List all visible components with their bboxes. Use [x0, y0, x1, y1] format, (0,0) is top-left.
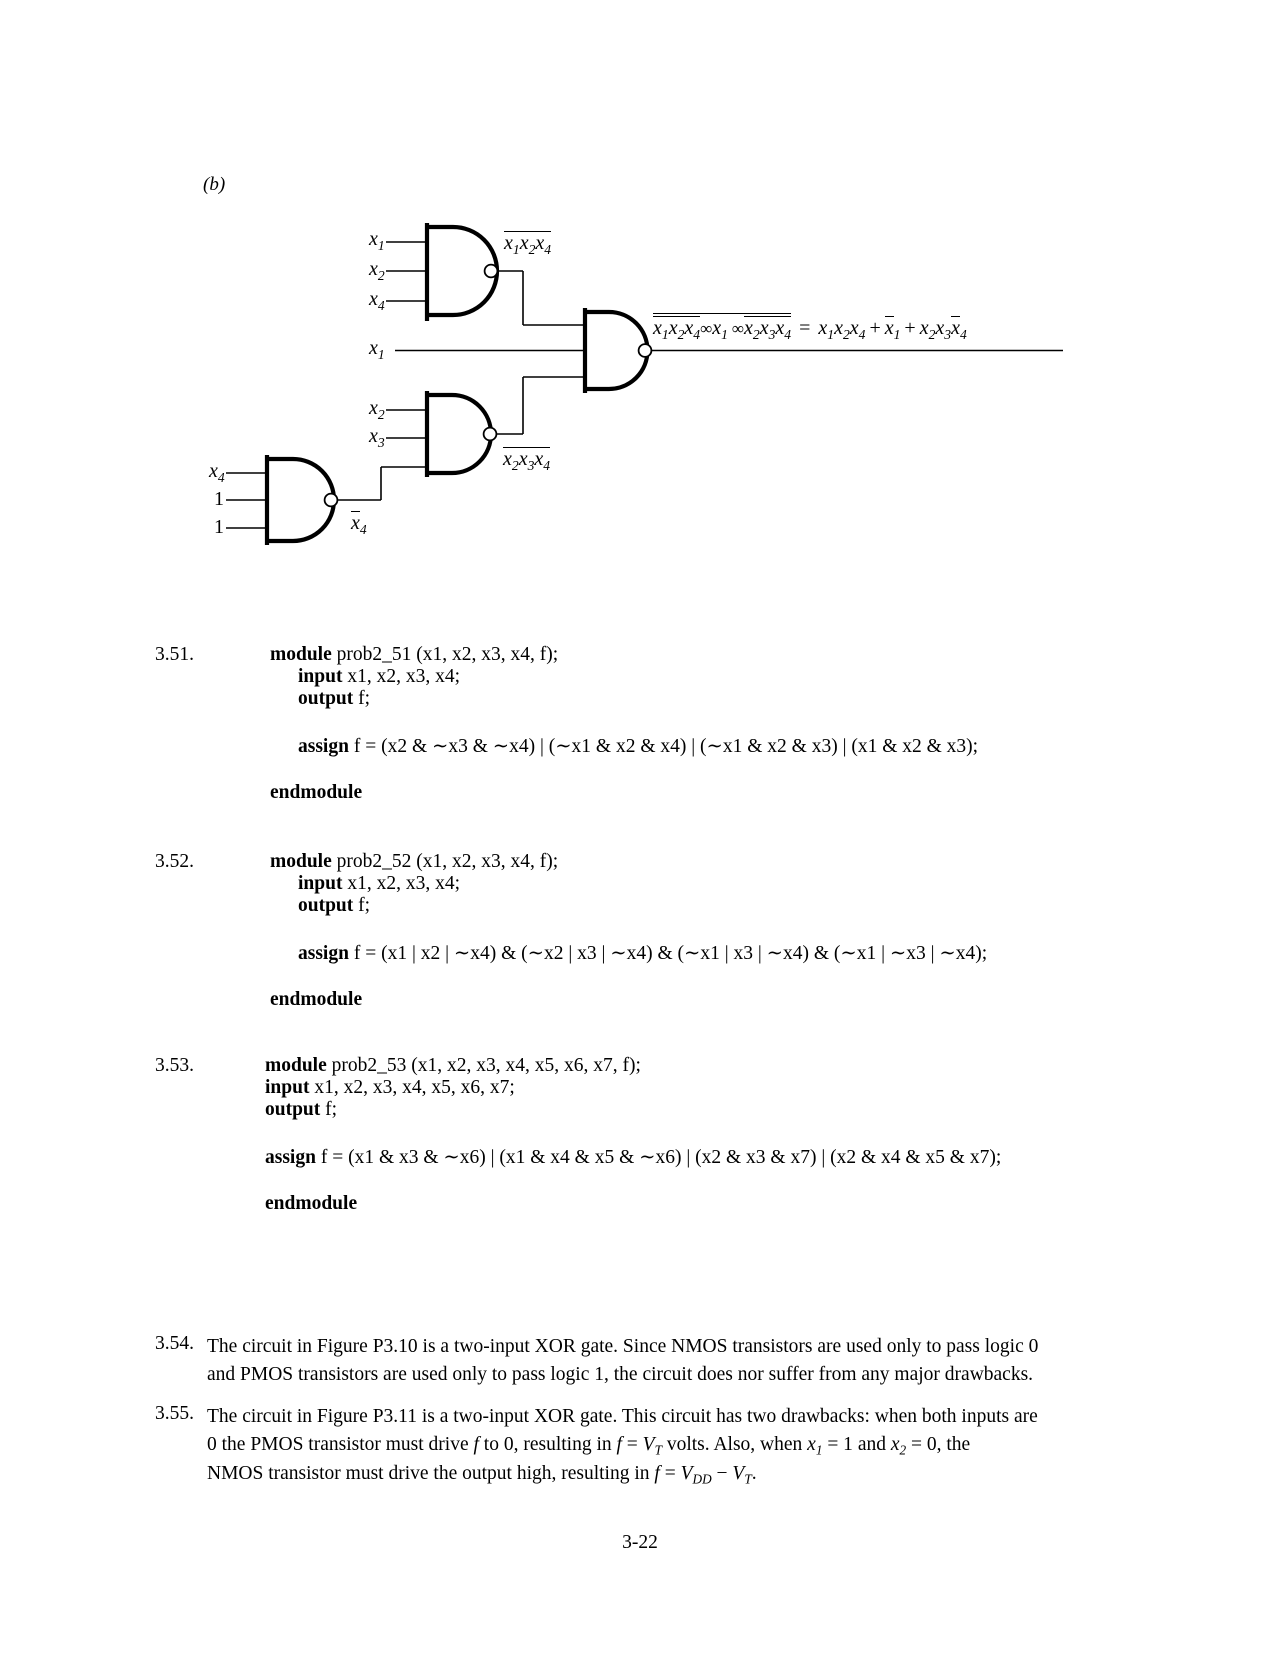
figure-part-label: (b): [203, 174, 226, 195]
txt-c: volts. Also, when: [661, 1433, 808, 1455]
math-eq1: =: [621, 1433, 643, 1455]
paragraph-354: [207, 1333, 1067, 1388]
paragraph-355-line3: [207, 1460, 1077, 1489]
txt-e: , the: [936, 1433, 971, 1455]
code-line-endmodule: endmodule: [270, 782, 363, 803]
txt-line3-a: NMOS transistor must drive the output high, resulting in: [207, 1463, 655, 1485]
code-rest-assign: f = (x1 & x3 & ∼x6) | (x1 & x4 & x5 & ∼x6) | (x2 & x3 & x7) | (x2 & x4 & x5 & x7);: [315, 1147, 1002, 1168]
code-rest-input: x1, x2, x3, x4, x5, x6, x7;: [309, 1077, 515, 1098]
math-vdd-sub: DD: [692, 1471, 712, 1487]
code-rest-output: f;: [353, 688, 371, 709]
code-rest-input: x1, x2, x3, x4;: [342, 873, 460, 894]
code-line-module: [270, 644, 978, 666]
logic-circuit-diagram: [195, 205, 1065, 575]
math-vdd: V: [680, 1463, 693, 1485]
keyword-input: input: [298, 666, 343, 687]
code-rest-input: x1, x2, x3, x4;: [342, 666, 460, 687]
code-line-endmodule: endmodule: [270, 989, 363, 1010]
keyword-assign: assign: [298, 736, 349, 757]
code-line-endmodule: endmodule: [265, 1193, 358, 1214]
math-x1: x: [807, 1433, 816, 1455]
code-rest-module: prob2_51 (x1, x2, x3, x4, f);: [331, 644, 559, 665]
code-line-input: [265, 1077, 1001, 1099]
keyword-module: module: [270, 851, 332, 872]
math-minus: −: [711, 1463, 733, 1485]
code-rest-assign: f = (x2 & ∼x3 & ∼x4) | (∼x1 & x2 & x4) | (∼x1 & x2 & x3) | (x1 & x2 & x3);: [348, 736, 979, 757]
gate3-output-expression: $x_2x_3x_4$: [503, 448, 551, 473]
gate2-input-label-x1: $x_1$: [369, 337, 385, 362]
keyword-output: output: [298, 895, 354, 916]
paragraph-354-line1: The circuit in Figure P3.10 is a two-input XOR gate. Since NMOS transistors are used only to pass logic 0: [207, 1336, 1039, 1357]
math-eq3: = 0: [906, 1433, 937, 1455]
txt-a: 0 the PMOS transistor must drive: [207, 1433, 474, 1455]
keyword-module: module: [270, 644, 332, 665]
math-f: f: [473, 1433, 479, 1455]
code-line-assign: [265, 1145, 1001, 1169]
circuit-svg: [195, 205, 1065, 575]
gate1-output-expression: $x_1x_2x_4$: [504, 232, 552, 257]
keyword-input: input: [265, 1077, 310, 1098]
problem-block-351: [270, 644, 978, 804]
gate4-input-label-one-b: 1: [214, 516, 224, 538]
math-vt2: V: [732, 1463, 745, 1485]
math-vt2-sub: T: [744, 1471, 752, 1487]
keyword-input: input: [298, 873, 343, 894]
code-rest-output: f;: [353, 895, 371, 916]
page-number-footer: 3-22: [622, 1532, 658, 1553]
txt-d: and: [852, 1433, 891, 1455]
math-f3: f: [654, 1463, 660, 1485]
code-line-input: [270, 666, 978, 688]
code-line-assign: [270, 941, 987, 965]
problem-number-352: 3.52.: [155, 851, 194, 872]
math-f2: f: [616, 1433, 622, 1455]
code-rest-output: f;: [320, 1099, 338, 1120]
gate1-input-label-x2: $x_2$: [369, 258, 385, 283]
code-line-input: [270, 873, 987, 895]
problem-block-353: [265, 1055, 1001, 1215]
code-line-output: [270, 895, 987, 917]
code-line-module: [265, 1055, 1001, 1077]
problem-number-355: 3.55.: [155, 1403, 194, 1424]
problem-number-351: 3.51.: [155, 644, 194, 665]
math-x2: x: [890, 1433, 900, 1455]
gate1-input-label-x4: $x_4$: [369, 288, 385, 313]
code-line-assign: [270, 734, 978, 758]
math-vt-sub: T: [654, 1442, 662, 1458]
keyword-output: output: [265, 1099, 321, 1120]
gate1-input-label-x1: $x_1$: [369, 228, 385, 253]
paragraph-355-line2: [207, 1431, 1077, 1460]
gate4-input-label-one-a: 1: [214, 488, 224, 510]
keyword-assign: assign: [298, 943, 349, 964]
keyword-module: module: [265, 1055, 327, 1076]
gate4-output-expression: $x_4$: [351, 512, 367, 537]
math-x2-sub: 2: [899, 1442, 907, 1458]
problem-number-354: 3.54.: [155, 1333, 194, 1354]
code-line-module: [270, 851, 987, 873]
math-x1-sub: 1: [815, 1442, 823, 1458]
paragraph-355-line1: The circuit in Figure P3.11 is a two-input XOR gate. This circuit has two drawbacks: when both inputs are: [207, 1406, 1038, 1427]
paragraph-354-line2: and PMOS transistors are used only to pass logic 1, the circuit does nor suffer from any major drawbacks.: [207, 1363, 1034, 1385]
code-rest-module: prob2_52 (x1, x2, x3, x4, f);: [331, 851, 559, 872]
code-rest-assign: f = (x1 | x2 | ∼x4) & (∼x2 | x3 | ∼x4) & (∼x1 | x3 | ∼x4) & (∼x1 | ∼x3 | ∼x4);: [348, 943, 988, 964]
problem-block-352: [270, 851, 987, 1011]
paragraph-355: [207, 1403, 1077, 1490]
txt-b: to 0, resulting in: [478, 1433, 617, 1455]
keyword-assign: assign: [265, 1147, 316, 1168]
gate3-input-label-x3: $x_3$: [369, 425, 385, 450]
math-eq4: =: [659, 1463, 681, 1485]
math-vt: V: [642, 1433, 655, 1455]
circuit-output-expression: $x_1x_2x_4\infty x_1$ $\infty x_2x_3x_4 = x_1x_2x_4 + x_1 + x_2x_3x_4$: [653, 313, 967, 341]
math-eq2: = 1: [822, 1433, 853, 1455]
code-rest-module: prob2_53 (x1, x2, x3, x4, x5, x6, x7, f);: [326, 1055, 641, 1076]
problem-number-353: 3.53.: [155, 1055, 194, 1076]
code-line-output: [270, 688, 978, 710]
code-line-output: [265, 1099, 1001, 1121]
gate3-input-label-x2: $x_2$: [369, 397, 385, 422]
gate4-input-label-x4: $x_4$: [209, 460, 225, 485]
keyword-output: output: [298, 688, 354, 709]
txt-period: .: [751, 1463, 757, 1485]
